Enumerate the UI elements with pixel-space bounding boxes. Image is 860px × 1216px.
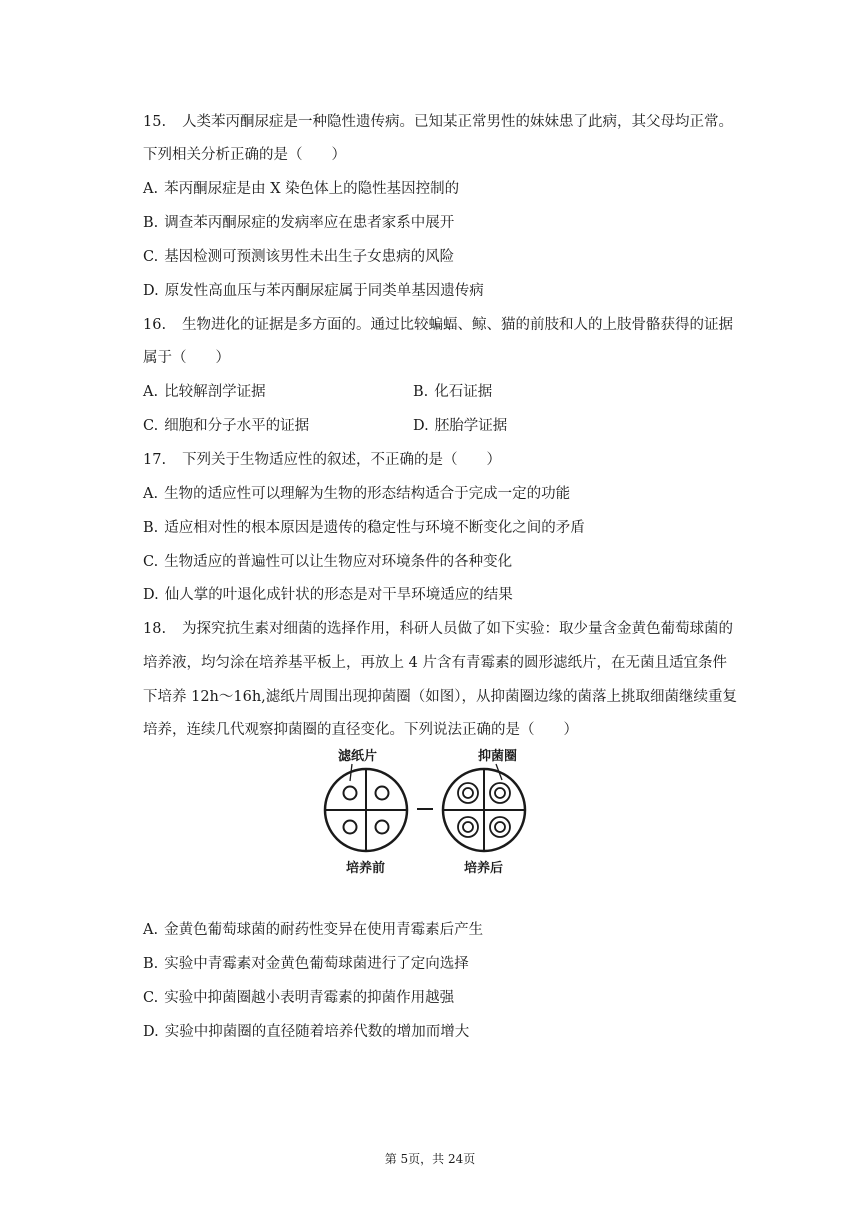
question-number: 18. bbox=[143, 621, 167, 637]
question-18-stem-line-1: 18. 为探究抗生素对细菌的选择作用，科研人员做了如下实验：取少量含金黄色葡萄球菌的 bbox=[143, 621, 734, 637]
question-17-option-b: B. 适应相对性的根本原因是遗传的稳定性与环境不断变化之间的矛盾 bbox=[143, 520, 585, 536]
question-17-stem: 17. 下列关于生物适应性的叙述，不正确的是（ ） bbox=[143, 452, 502, 468]
question-16-option-c: C. 细胞和分子水平的证据 bbox=[143, 418, 310, 434]
question-number: 17. bbox=[143, 452, 167, 468]
question-15-stem-line-1: 15. 人类苯丙酮尿症是一种隐性遗传病。已知某正常男性的妹妹患了此病，其父母均正常。 bbox=[143, 114, 734, 130]
question-15-option-d: D. 原发性高血压与苯丙酮尿症属于同类单基因遗传病 bbox=[143, 283, 484, 299]
question-16-option-d: D. 胚胎学证据 bbox=[413, 418, 508, 434]
question-16-stem-line-1: 16. 生物进化的证据是多方面的。通过比较蝙蝠、鲸、猫的前肢和人的上肢骨骼获得的证据 bbox=[143, 317, 734, 333]
label-filter-paper: 滤纸片 bbox=[338, 749, 378, 764]
question-18-option-d: D. 实验中抑菌圈的直径随着培养代数的增加而增大 bbox=[143, 1024, 470, 1040]
question-number: 16. bbox=[143, 317, 167, 333]
dish-before bbox=[325, 769, 407, 851]
question-18-stem-line-2: 培养液，均匀涂在培养基平板上，再放上 4 片含有青霉素的圆形滤纸片，在无菌且适宜条件 bbox=[143, 655, 727, 671]
question-18-option-a: A. 金黄色葡萄球菌的耐药性变异在使用青霉素后产生 bbox=[143, 922, 484, 938]
question-15-option-b: B. 调查苯丙酮尿症的发病率应在患者家系中展开 bbox=[143, 215, 455, 231]
question-18-stem-line-3: 下培养 12h～16h,滤纸片周围出现抑菌圈（如图），从抑菌圈边缘的菌落上挑取细菌继续重复 bbox=[143, 689, 738, 705]
question-17-option-d: D. 仙人掌的叶退化成针状的形态是对干旱环境适应的结果 bbox=[143, 587, 513, 603]
question-15-stem-line-2: 下列相关分析正确的是（ ） bbox=[143, 147, 346, 163]
question-16-option-b: B. 化石证据 bbox=[413, 384, 493, 400]
question-17-option-c: C. 生物适应的普遍性可以让生物应对环境条件的各种变化 bbox=[143, 554, 513, 570]
question-16-option-a: A. 比较解剖学证据 bbox=[143, 384, 266, 400]
question-18-option-c: C. 实验中抑菌圈越小表明青霉素的抑菌作用越强 bbox=[143, 990, 455, 1006]
dish-after bbox=[443, 769, 525, 851]
question-16-stem-line-2: 属于（ ） bbox=[143, 350, 230, 366]
page-footer: 第 5页，共 24页 bbox=[384, 1152, 476, 1166]
question-18-stem-line-4: 培养，连续几代观察抑菌圈的直径变化。下列说法正确的是（ ） bbox=[143, 722, 578, 738]
question-17-option-a: A. 生物的适应性可以理解为生物的形态结构适合于完成一定的功能 bbox=[143, 486, 571, 502]
question-15-option-a: A. 苯丙酮尿症是由 X 染色体上的隐性基因控制的 bbox=[143, 181, 460, 197]
question-number: 15. bbox=[143, 114, 167, 130]
label-before: 培养前 bbox=[346, 861, 386, 876]
label-after: 培养后 bbox=[464, 861, 504, 876]
label-inhibition-zone: 抑菌圈 bbox=[478, 749, 518, 764]
petri-dish-figure bbox=[318, 748, 528, 880]
question-18-option-b: B. 实验中青霉素对金黄色葡萄球菌进行了定向选择 bbox=[143, 956, 469, 972]
question-15-option-c: C. 基因检测可预测该男性未出生子女患病的风险 bbox=[143, 249, 455, 265]
